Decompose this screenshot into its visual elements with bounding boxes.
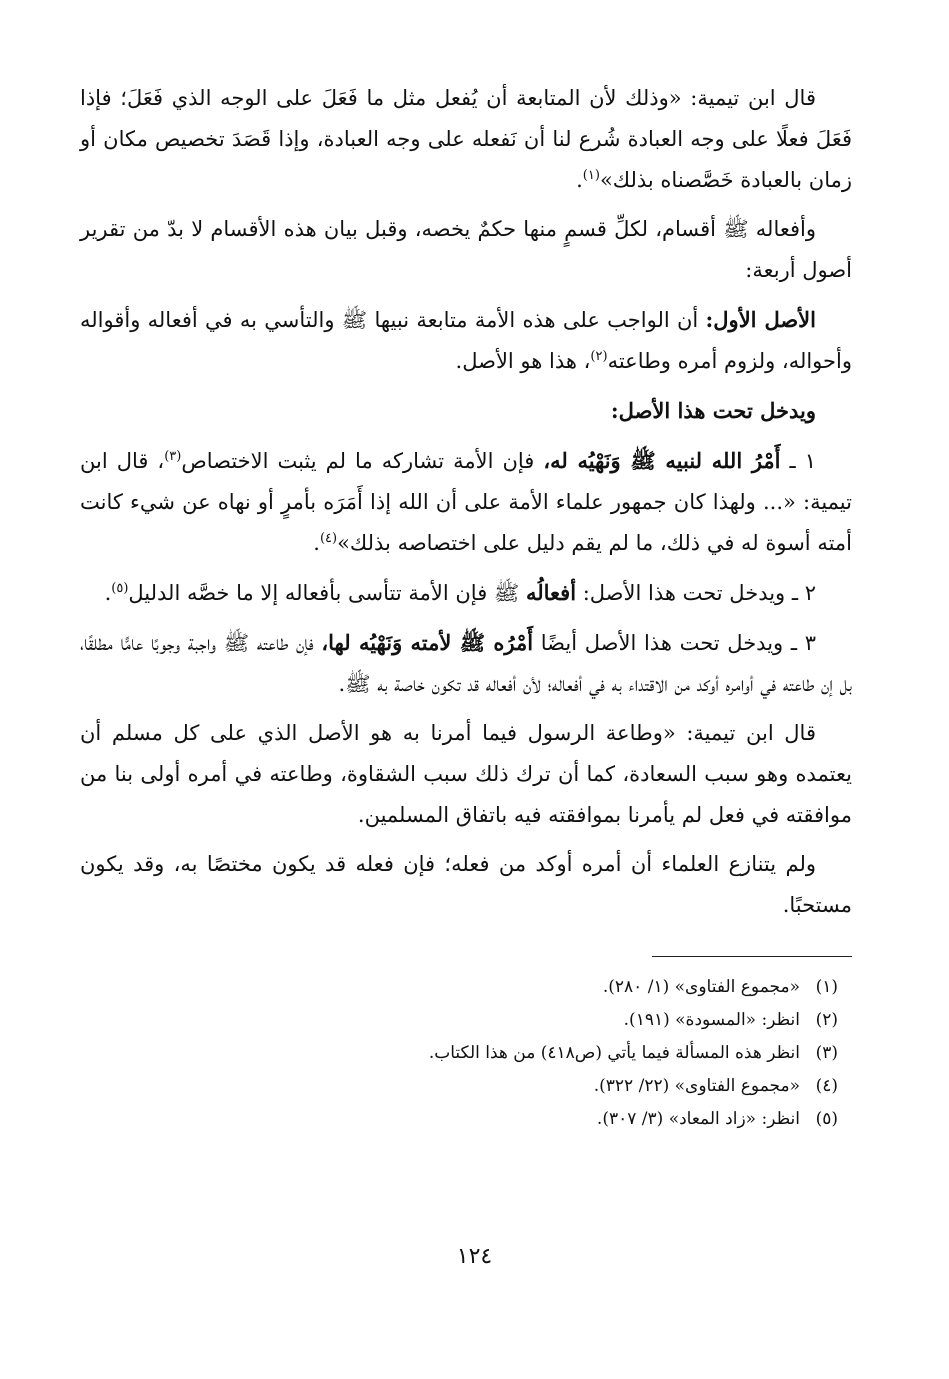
paragraph-3 — [80, 299, 852, 382]
page-number: ١٢٤ — [456, 1244, 493, 1269]
paragraph-5-end: . — [313, 531, 320, 555]
paragraph-7-text: فإن طاعته ﷺ واجبة وجوبًا عامًّا مطلقًا، بل إن طاعته في أوامره أوكد من الاقتداء به في أفعاله؛ لأن أفعاله قد تكون خاصة به ﷺ. — [80, 631, 852, 696]
footnote-text: انظر: «زاد المعاد» (٣/ ٣٠٧). — [596, 1109, 800, 1129]
paragraph-5-quote: ، قال ابن تيمية: «... ولهذا كان جمهور علماء الأمة على أن الله إذا أَمَرَه بأمرٍ أو نهاه عن شيء كانت أمته أسوة له في ذلك، ما لم يقم دليل على اختصاصه بذلك» — [80, 449, 852, 555]
footnote-ref-2[interactable]: (٢) — [590, 349, 608, 364]
footnote-number: (١) — [815, 977, 838, 997]
item-1-heading: أَمْرُ الله لنبيه ﷺ وَنَهْيُه له، — [543, 448, 781, 473]
paragraph-7 — [80, 622, 852, 705]
paragraph-6-end: . — [104, 581, 112, 605]
paragraph-4 — [80, 390, 852, 432]
paragraph-2 — [80, 209, 852, 291]
paragraph-8 — [80, 713, 852, 836]
footnote-divider — [652, 956, 852, 957]
footnote-ref-4[interactable]: (٤) — [319, 531, 338, 546]
footnote-1 — [80, 971, 852, 1004]
item-2-number: ٢ ـ ويدخل تحت هذا الأصل: — [576, 581, 816, 605]
footnote-number: (٣) — [815, 1043, 838, 1063]
section-subheading: ويدخل تحت هذا الأصل: — [610, 398, 816, 423]
footnote-5 — [80, 1103, 852, 1136]
footnote-4 — [80, 1070, 852, 1103]
footnote-ref-1[interactable]: (١) — [582, 168, 600, 183]
item-1-number: ١ ـ — [780, 449, 816, 473]
footnote-ref-5[interactable]: (٥) — [111, 581, 129, 596]
item-3-heading: أَمْرُه ﷺ لأمته وَنَهْيُه لها، — [321, 630, 534, 655]
paragraph-9 — [80, 844, 852, 926]
page-body — [80, 78, 852, 1136]
footnote-3 — [80, 1037, 852, 1070]
footnote-number: (٤) — [815, 1076, 838, 1096]
footnotes — [80, 971, 852, 1136]
principle-heading: الأصل الأول: — [705, 307, 816, 332]
paragraph-2-text: وأفعاله ﷺ أقسام، لكلِّ قسمٍ منها حكمٌ يخصه، وقبل بيان هذه الأقسام لا بدّ من تقرير أصول أربعة: — [80, 217, 852, 282]
paragraph-1-end: . — [576, 168, 583, 192]
footnote-number: (٢) — [815, 1010, 838, 1030]
paragraph-1 — [80, 78, 852, 201]
footnote-text: «مجموع الفتاوى» (٢٢/ ٣٢٢). — [593, 1076, 800, 1096]
paragraph-8-text: قال ابن تيمية: «وطاعة الرسول فيما أمرنا به هو الأصل الذي على كل مسلم أن يعتمده وهو سبب السعادة، كما أن ترك ذلك سبب الشقاوة، وطاعته في أمره أولى بنا من موافقته في فعل لم يأمرنا بموافقته فيه باتفاق المسلمين. — [80, 721, 852, 827]
footnote-text: انظر: «المسودة» (١٩١). — [623, 1010, 800, 1030]
footnote-2 — [80, 1004, 852, 1037]
footnote-text: «مجموع الفتاوى» (١/ ٢٨٠). — [602, 977, 800, 997]
footnote-number: (٥) — [815, 1109, 838, 1129]
footnote-text: انظر هذه المسألة فيما يأتي (ص٤١٨) من هذا الكتاب. — [428, 1043, 800, 1063]
footnote-ref-3[interactable]: (٣) — [164, 449, 182, 464]
item-2-heading: أفعالُه — [525, 580, 577, 605]
paragraph-6-text: ﷺ فإن الأمة تتأسى بأفعاله إلا ما خصَّه الدليل — [128, 581, 526, 605]
paragraph-3-end: ، هذا هو الأصل. — [455, 349, 591, 373]
paragraph-9-text: ولم يتنازع العلماء أن أمره أوكد من فعله؛ فإن فعله قد يكون مختصًا به، وقد يكون مستحبًا. — [80, 852, 852, 917]
item-3-number: ٣ ـ ويدخل تحت هذا الأصل أيضًا — [533, 631, 817, 655]
paragraph-1-text: قال ابن تيمية: «وذلك لأن المتابعة أن يُفعل مثل ما فَعَلَ على الوجه الذي فَعَلَ؛ فإذا فَعَلَ فعلًا على وجه العبادة شُرع لنا أن نَفعله على وجه العبادة، وإذا قَصَدَ تخصيص مكان أو زمان بالعبادة خَصَّصناه بذلك» — [80, 86, 852, 192]
paragraph-5-text: فإن الأمة تشاركه ما لم يثبت الاختصاص — [181, 449, 544, 473]
paragraph-5 — [80, 440, 852, 564]
paragraph-3-text: أن الواجب على هذه الأمة متابعة نبيها ﷺ والتأسي به في أفعاله وأقواله وأحواله، ولزوم أمره وطاعته — [80, 308, 852, 373]
paragraph-6 — [80, 572, 852, 614]
